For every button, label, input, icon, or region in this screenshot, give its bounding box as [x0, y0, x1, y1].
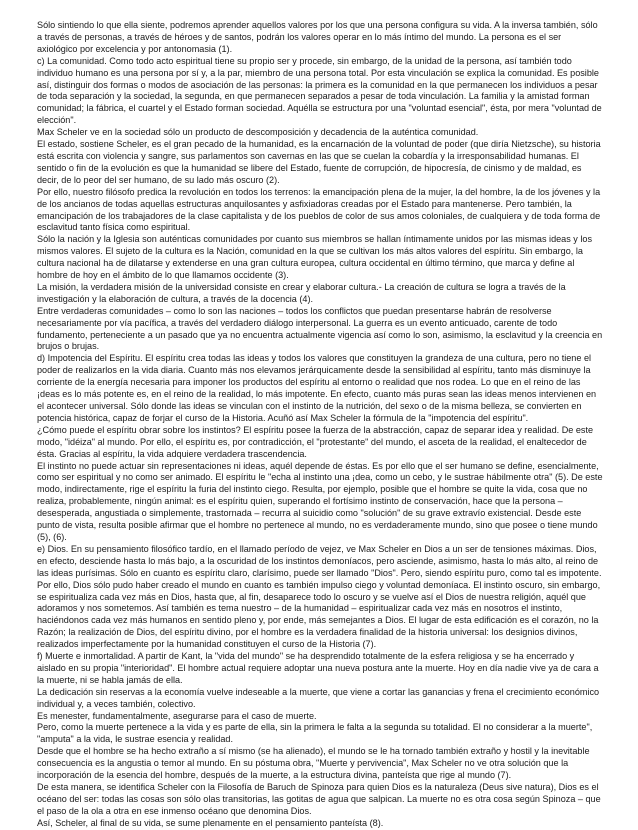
- paragraph-totalidad: Pero, como la muerte pertenece a la vida y es parte de ella, sin la primera le falta a la segunda su totalidad. El no considerar a la muerte", "amputa" a la vida, le sustrae esencia y realidad.: [37, 722, 593, 745]
- paragraph-panteismo: Así, Scheler, al final de su vida, se sume plenamente en el pensamiento panteísta (8).: [37, 817, 384, 828]
- paragraph-revolucion: Por ello, nuestro filósofo predica la revolución en todos los terrenos: la emancipación plena de la mujer, la del hombre, la de los jóvenes y la de los ancianos de todas aquellas estructuras anquilosantes y asfixiadoras creadas por el Estado para mantenerse. Pero también, la emancipación de los trabajadores de la clase capitalista y de los pueblos de color de sus amos coloniales, de cualquiera y de toda forma de esclavitud tanto física como espiritual.: [37, 186, 601, 233]
- paragraph-alienacion: Desde que el hombre se ha hecho extraño a sí mismo (se ha alienado), el mundo se le ha tornado también extraño y hostil y la inevitable consecuencia es la angustia o temor al mundo. En su póstuma obra, "Muerte y pervivencia", Max Scheler no ve otra solución que la incorporación de la esencia del hombre, después de la muerte, a la estructura divina, panteísta que rige al mundo (7).: [37, 746, 590, 781]
- paragraph-muerte-inmortalidad: f) Muerte e inmortalidad. A partir de Kant, la "vida del mundo" se ha desprendido totalmente de la esfera religiosa y se ha encerrado y aislado en su propia "interioridad". El hombre actual requiere adoptar una nueva postura ante la muerte. Hoy en día nadie vive ya de cara a la muerte, ni se habla jamás de ella.: [37, 651, 599, 685]
- paragraph-nacion-iglesia: Sólo la nación y la Iglesia son auténticas comunidades por cuanto sus miembros se hallan íntimamente unidos por las mismas ideas y los mismos valores. El sujeto de la cultura es la Nación, comunidad en la que se cultivan los más altos valores del espíritu. Sin embargo, la cultura nacional ha de dilatarse y extenderse en una gran cultura europea, cultura occidental en último término, que marca y define al hombre de hoy en el ámbito de lo que llamamos occidente (3).: [37, 234, 593, 281]
- paragraph-dios: e) Dios. En su pensamiento filosófico tardío, en el llamado período de vejez, ve Max Scheler en Dios a un ser de tensiones máximas. Dios, en efecto, desciende hasta lo más bajo, a la oscuridad de los instintos demoníacos, pero asciende, asimismo, hasta lo más alto, al reino de las ideas purísimas. Sólo en cuanto es espíritu claro, clarísimo, puede ser llamado "Dios". Pero, siendo espíritu puro, como tal es impotente. Por ello, Dios sólo pudo haber creado el mundo en cuanto es también impulso ciego y voluntad demoníaca. El instinto oscuro, sin embargo, se espiritualiza cada vez más en Dios, hasta que, al fin, desaparece todo lo oscuro y se vuelve así el Dios de nuestra religión, aquél que adoramos y nos sometemos. Así también es tema nuestro – de la humanidad – espiritualizar cada vez más en nosotros el instinto, haciéndonos cada vez más humanos en sentido pleno y, por ende, más semejantes a Dios. El lugar de esta edificación es el corazón, no la Razón; la realización de Dios, del espíritu divino, por el hombre es la verdadera finalidad de la historia universal: los designios divinos, realizados imperfectamente por la humanidad constituyen el curso de la Historia (7).: [37, 543, 602, 650]
- paragraph-universidad: La misión, la verdadera misión de la universidad consiste en crear y elaborar cultura.- La creación de cultura se logra a través de la investigación y la elaboración de cultura, a través de la docencia (4).: [37, 281, 566, 304]
- paragraph-sociedad: Max Scheler ve en la sociedad sólo un producto de descomposición y decadencia de la auténtica comunidad.: [37, 127, 479, 138]
- paragraph-estado: El estado, sostiene Scheler, es el gran pecado de la humanidad, es la encarnación de la voluntad de poder (que diría Nietzsche), su historia está escrita con violencia y sangre, sus parlamentos son cavernas en las que se cuelan la cobardía y la irresponsabilidad humanas. El sentido o fin de la evolución es que la humanidad se libere del Estado, fuente de corrupción, de hipocresía, de cinismo y de maldad, es decir, de lo peor del ser humano, de su lado más oscuro (2).: [37, 139, 601, 185]
- paragraph-spinoza: De esta manera, se identifica Scheler con la Filosofía de Baruch de Spinoza para quien Dios es la naturaleza (Deus sive natura), Dios es el océano del ser: todas las cosas son sólo olas transitorias, las gotitas de agua que salpican. La muerte no es otra cosa según Spinoza – que el paso de la ola a otra en ese inmenso océano que denomina Dios.: [37, 782, 601, 816]
- paragraph-menester: Es menester, fundamentalmente, asegurarse para el caso de muerte.: [37, 710, 317, 721]
- paragraph-economia: La dedicación sin reservas a la economía vuelve indeseable a la muerte, que viene a cortar las ganancias y frena el crecimiento económico individual y, a veces también, colectivo.: [37, 686, 600, 709]
- paragraph-comunidades-paz: Entre verdaderas comunidades – como lo son las naciones – todos los conflictos que puedan presentarse habrán de resolverse necesariamente por vía pacífica, a través del verdadero diálogo interpersonal. La guerra es un evento anticuado, carente de todo fundamento, perteneciente a un pasado que ya no encuentra actualmente vigencia así como lo son, asimismo, la esclavitud y la creencia en brujos o brujas.: [37, 305, 603, 352]
- paragraph-intro: Sólo sintiendo lo que ella siente, podremos aprender aquellos valores por los que una persona configura su vida. A la inversa también, sólo a través de personas, a través de héroes y de santos, podrán los valores operar en lo más íntimo del mundo. La persona es el ser axiológico por excelencia y por antonomasia (1).: [37, 20, 598, 54]
- paragraph-instinto: El instinto no puede actuar sin representaciones ni ideas, aquél depende de éstas. Es por ello que el ser humano se define, esencialmente, como ser espiritual y no como ser animado. El espíritu le "echa al instinto una ¡dea, como un cebo, y le sustrae hábilmente otra" (5). De este modo, indirectamente, rige el espíritu la furia del instinto ciego. Resulta, por ejemplo, posible que el hombre se quite la vida, cosa que no realiza, probablemente, ningún animal: es el espíritu quien, superando el fortísimo instinto de conservación, hace que la persona – desesperada, angustiada o simplemente, trastornada – recurra al suicidio como "solución" de su grave extravío existencial. Desde este punto de vista, resulta posible afirmar que el hombre no pertenece al mundo, no es verdaderamente mundo, sino que posee o tiene mundo (5), (6).: [37, 460, 603, 542]
- paragraph-impotencia-espiritu: d) Impotencia del Espíritu. El espíritu crea todas las ideas y todos los valores que constituyen la grandeza de una cultura, pero no tiene el poder de realizarlos en la vida diaria. Cuanto más nos elevamos jerárquicamente desde la sensibilidad al espíritu, tanto más disminuye la corriente de la energía necesaria para imponer los productos del espíritu al entorno o realidad que nos rodea. Lo que en el reino de las ¡deas es lo más potente es, en el reino de la realidad, lo más impotente. En efecto, cuanto más puras sean las ideas menos intervienen en el acontecer universal. Sólo donde las ideas se vinculan con el instinto de la nutrición, del sexo o de la misma belleza, se convierten en potencia histórica, capaz de forjar el curso de la Historia. Acuñó así Max Scheler la fórmula de la "impotencia del espíritu".: [37, 353, 597, 423]
- paragraph-espiritu-instintos: ¿Cómo puede el espíritu obrar sobre los instintos? El espíritu posee la fuerza de la abstracción, capaz de separar idea y realidad. De este modo, "idéiza" al mundo. Por ello, el espíritu es, por contradicción, el "protestante" del mundo, el asceta de la realidad, el enaltecedor de ésta. Gracias al espíritu, la vida adquiere verdadera trascendencia.: [37, 424, 594, 459]
- paragraph-comunidad: c) La comunidad. Como todo acto espiritual tiene su propio ser y procede, sin embargo, de la unidad de la persona, así también todo individuo humano es una persona por sí y, a la par, miembro de una persona total. Por esta vinculación se explica la comunidad. Es posible así, distinguir dos formas o modos de asociación de las personas: la primera es la comunidad en la que permanecen los individuos a pesar de toda separación y la sociedad, la segunda, en que permanecen separados a pesar de toda vinculación. La familia y la amistad forman comunidad; la fábrica, el cuartel y el Estado forman sociedad. Aquélla se estructura por una "voluntad esencial", ésta, por mera "voluntad de elección".: [37, 55, 602, 126]
- document-body: [37, 20, 603, 830]
